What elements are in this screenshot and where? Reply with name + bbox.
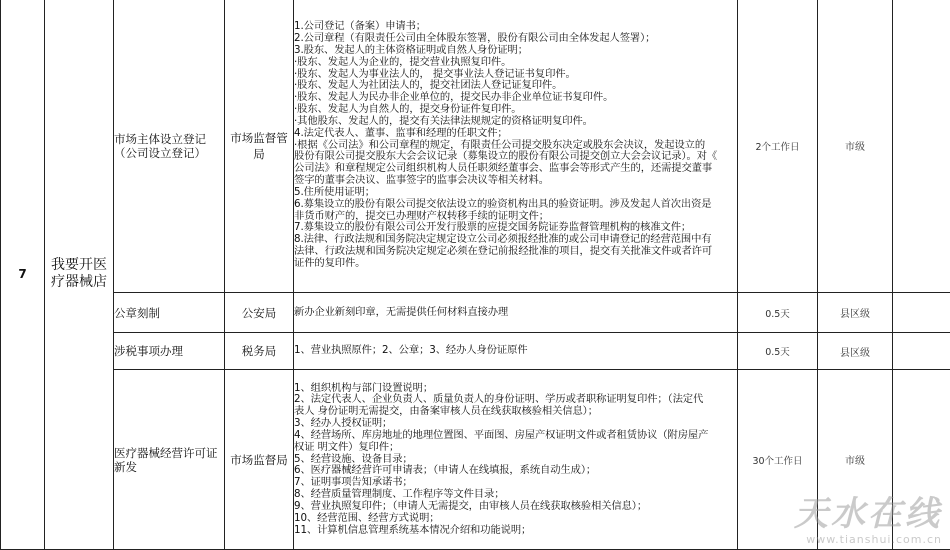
level: 市级	[818, 370, 893, 550]
material-line: 8.法律、行政法规和国务院决定规定设立公司必须报经批准的或公司申请登记的经营范围中有	[294, 234, 737, 246]
department: 市场监督管局	[225, 0, 294, 293]
department: 市场监督局	[225, 370, 294, 550]
material-line: ·股东、发起人为社团法人的，提交社团法人登记证复印件。	[294, 80, 737, 92]
time-limit: 2个工作日	[738, 0, 818, 293]
blank-cell	[893, 333, 950, 370]
level: 市级	[818, 0, 893, 293]
material-line: 8、经营质量管理制度、工作程序等文件目录；	[294, 489, 737, 501]
material-line: 7.募集设立的股份有限公司公开发行股票的应提交国务院证券监督管理机构的核准文件；	[294, 222, 737, 234]
table-row	[1, 293, 950, 333]
material-line: 9、营业执照复印件；（申请人无需提交，由审核人员在线获取核验相关信息）；	[294, 501, 737, 513]
material-line: 1、营业执照原件；2、公章；3、经办人身份证原件	[294, 345, 737, 357]
material-line: 11、计算机信息管理系统基本情况介绍和功能说明；	[294, 525, 737, 537]
item-name: 我要开医疗器械店	[45, 0, 114, 550]
material-line: 4、经营场所、库房地址的地理位置图、平面图、房屋产权证明文件或者租赁协议（附房屋产	[294, 430, 737, 442]
material-line: ·股东、发起人为企业的，提交营业执照复印件。	[294, 57, 737, 69]
material-line: ·股东、发起人为事业法人的， 提交事业法人登记证书复印件。	[294, 69, 737, 81]
materials-cell	[294, 293, 738, 333]
matter-name: 医疗器械经营许可证新发	[114, 370, 225, 550]
material-line: 非货币财产的，提交已办理财产权转移手续的证明文件；	[294, 211, 737, 223]
material-line: 3、经办人授权证明；	[294, 418, 737, 430]
time-limit: 30个工作日	[738, 370, 818, 550]
material-line: 6.募集设立的股份有限公司提交依法设立的验资机构出具的验资证明。涉及发起人首次出资是	[294, 199, 737, 211]
level: 县区级	[818, 293, 893, 333]
table-row	[1, 333, 950, 370]
material-line: 4.法定代表人、董事、监事和经理的任职文件；	[294, 128, 737, 140]
materials-cell	[294, 0, 738, 293]
material-line: 2.公司章程（有限责任公司由全体股东签署，股份有限公司由全体发起人签署）；	[294, 33, 737, 45]
material-line: ·股东、发起人为民办非企业单位的，提交民办非企业单位证书复印件。	[294, 92, 737, 104]
time-limit: 0.5天	[738, 333, 818, 370]
material-line: 5.住所使用证明；	[294, 187, 737, 199]
department: 税务局	[225, 333, 294, 370]
material-line: 3.股东、发起人的主体资格证明或自然人身份证明；	[294, 45, 737, 57]
table-row	[1, 370, 950, 550]
level: 县区级	[818, 333, 893, 370]
blank-cell	[893, 0, 950, 293]
matter-name: 公章刻制	[114, 293, 225, 333]
material-line: 签字的董事会决议、监事签字的监事会决议等相关材料。	[294, 175, 737, 187]
watermark-text: 天水在线	[794, 495, 942, 533]
matter-name: 市场主体设立登记（公司设立登记）	[114, 0, 225, 293]
material-line: 10、经营范围、经营方式说明；	[294, 513, 737, 525]
material-line: ·根据《公司法》和公司章程的规定，有限责任公司提交股东决定或股东会决议，发起设立的	[294, 140, 737, 152]
material-line: 6、医疗器械经营许可申请表；（申请人在线填报，系统自动生成）；	[294, 465, 737, 477]
time-limit: 0.5天	[738, 293, 818, 333]
blank-cell	[893, 370, 950, 550]
blank-cell	[893, 293, 950, 333]
materials-cell	[294, 333, 738, 370]
material-line: ·其他股东、发起人的，提交有关法律法规规定的资格证明复印件。	[294, 116, 737, 128]
material-line: 法律、行政法规和国务院决定规定必须在登记前报经批准的项目，提交有关批准文件或者许可	[294, 246, 737, 258]
watermark-url: www.tianshui.com.cn	[794, 533, 942, 546]
material-line: 权证 明文件）复印件；	[294, 442, 737, 454]
material-line: 1.公司登记（备案）申请书；	[294, 21, 737, 33]
material-line: 公司法》和章程规定公司组织机构人员任职须经董事会、监事会等形式产生的，还需提交董事	[294, 163, 737, 175]
material-line: 2、法定代表人、企业负责人、质量负责人的身份证明、学历或者职称证明复印件；（法定代	[294, 394, 737, 406]
row-number: 7	[1, 0, 45, 550]
material-line: 证件的复印件。	[294, 258, 737, 270]
material-line: 7、证明事项告知承诺书；	[294, 477, 737, 489]
materials-cell	[294, 370, 738, 550]
department: 公安局	[225, 293, 294, 333]
table-row	[1, 0, 950, 293]
material-line: 1、组织机构与部门设置说明；	[294, 383, 737, 395]
material-line: 新办企业新刻印章，无需提供任何材料直接办理	[294, 307, 737, 319]
material-line: 5、经营设施、设备目录；	[294, 454, 737, 466]
material-line: ·股东、发起人为自然人的，提交身份证件复印件。	[294, 104, 737, 116]
material-line: 股份有限公司提交股东大会会议记录（募集设立的股份有限公司提交创立大会会议记录）。对《	[294, 151, 737, 163]
matter-name: 涉税事项办理	[114, 333, 225, 370]
material-line: 表人 身份证明无需提交，由备案审核人员在线获取核验相关信息）；	[294, 406, 737, 418]
